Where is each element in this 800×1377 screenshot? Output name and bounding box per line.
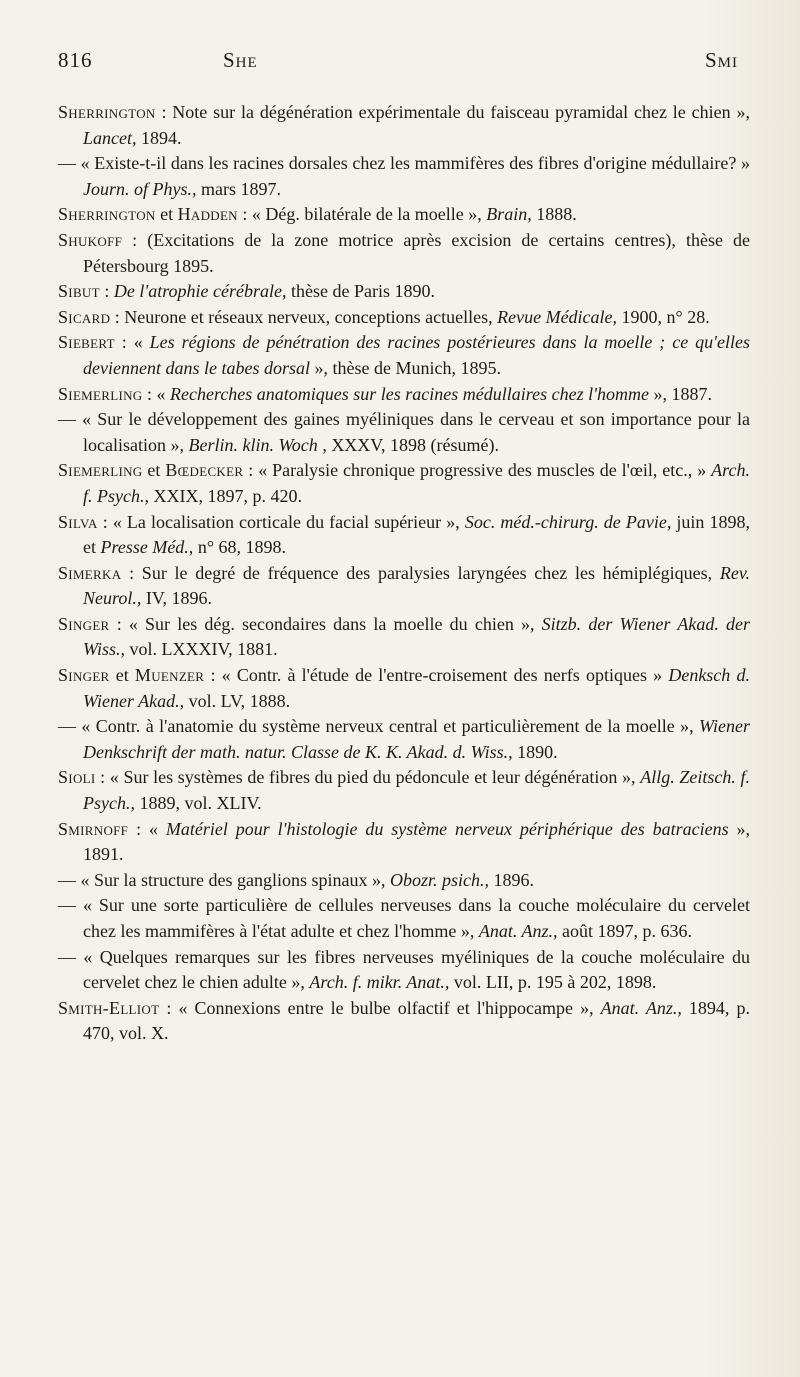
bibliography-entry — [58, 893, 750, 944]
entry-text: vol. LXXXIV, 1881. — [125, 639, 278, 660]
citation-title: Recherches anatomiques sur les racines médullaires chez l'homme — [170, 383, 649, 404]
citation-title: Rev. Neurol., — [83, 562, 750, 609]
bibliography-entry — [58, 663, 750, 714]
citation-title: Berlin. klin. Woch — [188, 434, 318, 455]
bibliography-entry — [58, 330, 750, 381]
author-name: Siebert — [58, 332, 115, 353]
author-name: Sherrington — [58, 102, 156, 122]
entry-text: — « Quelques remarques sur les fibres nerveuses myéliniques de la couche moléculaire du cervelet chez le chien adulte », — [58, 946, 750, 993]
entry-text: 1894. — [136, 127, 182, 148]
bibliography-entry — [58, 561, 750, 612]
entry-text: juin 1898, et — [83, 511, 750, 558]
entry-text: 1894, p. 470, vol. X. — [83, 997, 750, 1044]
entry-text: — « Contr. à l'anatomie du système nerveux central et particulièrement de la moelle », — [58, 716, 699, 737]
entry-text: n° 68, 1898. — [193, 537, 287, 558]
citation-title: Sitzb. der Wiener Akad. der Wiss., — [83, 613, 750, 660]
author-name: Singer — [58, 613, 110, 634]
citation-title: Anat. Anz., — [600, 997, 682, 1018]
entry-text: 1889, vol. XLIV. — [134, 793, 262, 814]
bibliography-entry — [58, 817, 750, 868]
author-name: Hadden — [177, 204, 238, 225]
entry-text: et — [109, 665, 135, 686]
author-name: Sibut — [58, 281, 100, 302]
bibliography-entry — [58, 868, 750, 894]
bibliography-entry — [58, 996, 750, 1047]
entry-text: et — [155, 204, 178, 225]
citation-title: Arch. f. mikr. Anat., — [309, 972, 450, 993]
running-head-right: Smi — [704, 48, 738, 72]
bibliography-entry — [58, 945, 750, 996]
author-name: Shukoff — [58, 229, 123, 250]
author-name: Sicard — [58, 306, 111, 327]
entry-text: : « Sur les dég. secondaires dans la moelle du chien », — [109, 613, 542, 634]
entry-text: : — [99, 281, 114, 302]
running-header — [58, 48, 738, 78]
entry-text: thèse de Paris 1890. — [286, 281, 435, 302]
bibliography-entry — [58, 458, 750, 509]
citation-title: Journ. of Phys., — [83, 178, 197, 199]
page-number: 816 — [58, 48, 93, 72]
citation-title: Soc. méd.-chirurg. de Pavie, — [464, 511, 672, 532]
bibliography-entry — [58, 382, 750, 408]
author-name: Sherrington — [58, 204, 156, 225]
entry-text: : Note sur la dégénération expérimentale du faisceau pyramidal chez le chien », — [155, 102, 750, 122]
entry-text: : « Connexions entre le bulbe olfactif et l'hippocampe », — [159, 997, 601, 1018]
entry-text: », thèse de Munich, 1895. — [309, 357, 501, 378]
bibliography-entry — [58, 202, 750, 228]
entry-text: mars 1897. — [196, 178, 281, 199]
entry-text: : « Paralysie chronique progressive des muscles de l'œil, etc., » — [243, 460, 712, 481]
entry-text: : (Excitations de la zone motrice après excision de certains centres), thèse de Pétersbourg 1895. — [83, 229, 750, 276]
entry-text: XXIX, 1897, p. 420. — [148, 485, 302, 506]
author-name: Siemerling — [58, 383, 143, 404]
citation-title: Les régions de pénétration des racines postérieures dans la moelle ; ce qu'elles deviennent dans le tabes dorsal — [83, 332, 750, 378]
bibliography-entry — [58, 765, 750, 816]
bibliography-entry — [58, 100, 750, 151]
author-name: Muenzer — [134, 665, 205, 686]
citation-title: Anat. Anz., — [478, 921, 558, 941]
author-name: Bœdecker — [165, 460, 244, 481]
citation-title: Arch. f. Psych., — [83, 460, 750, 506]
author-name: Singer — [58, 665, 110, 686]
citation-title: Brain, — [486, 204, 532, 225]
entry-text: IV, 1896. — [141, 588, 213, 609]
bibliography-entry — [58, 279, 750, 305]
entry-text: : « — [114, 332, 150, 353]
entry-text: : « Contr. à l'étude de l'entre-croisement des nerfs optiques » — [204, 665, 669, 686]
citation-title: Obozr. psich., — [389, 869, 489, 890]
entry-text: vol. LV, 1888. — [184, 690, 291, 711]
entry-text: : « — [128, 818, 166, 839]
entry-text: et — [142, 460, 166, 481]
entry-text: août 1897, p. 636. — [557, 921, 692, 941]
citation-title: Allg. Zeitsch. f. Psych., — [83, 767, 750, 814]
entry-text: — « Sur le développement des gaines myéliniques dans le cerveau et son importance pour la localisation », — [58, 409, 750, 455]
author-name: Simerka — [58, 562, 122, 583]
entry-text: 1890. — [512, 741, 558, 762]
entry-text: 1896. — [488, 869, 534, 890]
entry-text: », 1887. — [648, 383, 712, 404]
author-name: Smirnoff — [58, 818, 129, 839]
entry-text: : « Dég. bilatérale de la moelle », — [237, 204, 487, 225]
citation-title: Lancet, — [83, 127, 137, 148]
entry-text: — « Sur la structure des ganglions spinaux », — [58, 869, 390, 890]
bibliography-entry — [58, 151, 750, 202]
entry-text: , XXXV, 1898 (résumé). — [317, 434, 499, 455]
author-name: Smith-Elliot — [58, 997, 160, 1018]
entry-text: vol. LII, p. 195 à 202, 1898. — [449, 972, 657, 993]
citation-title: Denksch d. Wiener Akad., — [83, 665, 750, 711]
bibliography-entry — [58, 228, 750, 279]
running-head-left: She — [223, 48, 258, 72]
bibliography-entry — [58, 510, 750, 561]
entry-text: : « La localisation corticale du facial supérieur », — [97, 511, 465, 532]
bibliography-entry — [58, 714, 750, 765]
citation-title: Wiener Denkschrift der math. natur. Classe de K. K. Akad. d. Wiss., — [83, 716, 750, 762]
bibliography-list — [58, 100, 750, 1047]
entry-text: : « Sur les systèmes de fibres du pied du pédoncule et leur dégénération », — [95, 767, 641, 788]
entry-text: 1900, n° 28. — [617, 306, 710, 327]
citation-title: Presse Méd., — [100, 537, 194, 558]
entry-text: », 1891. — [83, 818, 750, 865]
bibliography-entry — [58, 305, 750, 331]
entry-text: : « — [142, 383, 171, 404]
author-name: Sioli — [58, 767, 96, 788]
entry-text: — « Sur une sorte particulière de cellules nerveuses dans la couche moléculaire du cervelet chez les mammifères à l'état adulte et chez l'homme », — [58, 895, 750, 941]
entry-text: : Neurone et réseaux nerveux, conceptions actuelles, — [110, 306, 498, 327]
bibliography-entry — [58, 612, 750, 663]
author-name: Siemerling — [58, 460, 143, 481]
author-name: Silva — [58, 511, 98, 532]
entry-text: — « Existe-t-il dans les racines dorsales chez les mammifères des fibres d'origine médullaire? » — [58, 153, 750, 174]
citation-title: Matériel pour l'histologie du système nerveux périphérique des batraciens — [165, 818, 729, 839]
citation-title: De l'atrophie cérébrale, — [113, 281, 287, 302]
bibliography-entry — [58, 407, 750, 458]
citation-title: Revue Médicale, — [497, 306, 618, 327]
entry-text: : Sur le degré de fréquence des paralysies laryngées chez les hémiplégiques, — [121, 562, 720, 583]
entry-text: 1888. — [531, 204, 577, 225]
